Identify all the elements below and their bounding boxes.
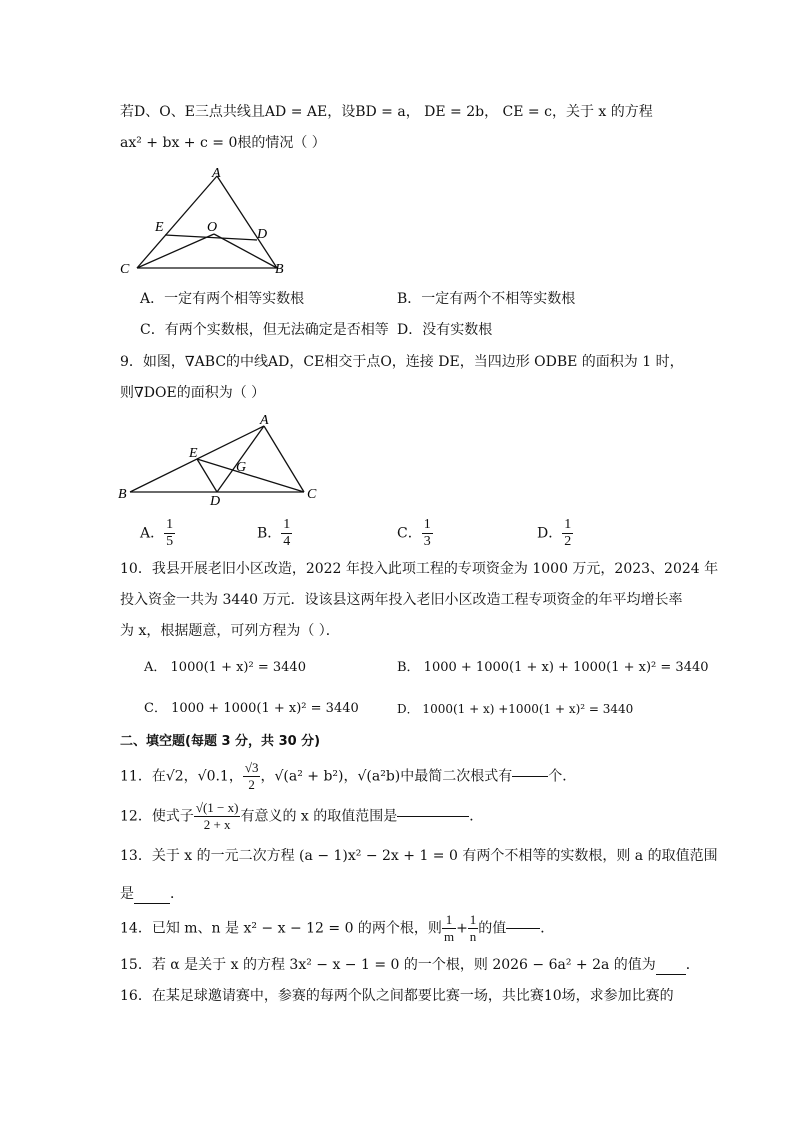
- q9-line2: 则∇DOE的面积为（ ）: [120, 385, 266, 401]
- q13-line1: 13．关于 x 的一元二次方程 (a − 1)x² − 2x + 1 = 0 有两个不相等的实数根，则 a 的取值范围: [120, 848, 718, 864]
- q13-end: ．: [170, 886, 184, 902]
- q9-option-c-den: 3: [423, 534, 431, 549]
- q8-line2: ax² + bx + c = 0根的情况（ ）: [120, 135, 326, 151]
- q11-frac-num: √3: [244, 760, 259, 775]
- q9-option-d-label: D．: [537, 525, 563, 542]
- q9-label-e: E: [189, 446, 198, 461]
- q12: [120, 800, 483, 833]
- q8-option-b: B．一定有两个不相等实数根: [397, 291, 576, 307]
- q15-blank[interactable]: [656, 958, 686, 975]
- q11: [120, 760, 576, 793]
- q8-label-b: B: [275, 262, 284, 277]
- q14-post: 的值: [478, 920, 507, 937]
- q10-line2: 投入资金一共为 3440 万元．设该县这两年投入老旧小区改造工程专项资金的年平均增长率: [120, 592, 683, 608]
- q15-end: ．: [685, 957, 700, 973]
- q14-end: ．: [540, 920, 555, 937]
- q9-option-b-den: 4: [283, 534, 291, 549]
- q14-frac2-den: n: [469, 929, 477, 944]
- q13-line2: [120, 884, 184, 904]
- q12-end: ．: [469, 808, 484, 825]
- q14-pre: 14．已知 m、n 是 x² − x − 12 = 0 的两个根，则: [120, 920, 442, 937]
- q8-option-a: A．一定有两个相等实数根: [140, 291, 305, 307]
- q14-blank[interactable]: [506, 928, 540, 929]
- q10-option-b: B． 1000 + 1000(1 + x) + 1000(1 + x)² = 3440: [397, 660, 709, 675]
- q14-frac2-num: 1: [469, 912, 477, 927]
- q13-blank[interactable]: [134, 887, 170, 904]
- q8-option-d: D．没有实数根: [397, 322, 493, 338]
- q8-figure: [112, 160, 302, 280]
- q15-pre: 15．若 α 是关于 x 的方程 3x² − x − 1 = 0 的一个根，则 2026 − 6a² + 2a 的值为: [120, 957, 656, 973]
- q12-post: 有意义的 x 的取值范围是: [240, 808, 398, 825]
- q8-label-a: A: [212, 166, 221, 181]
- q10-option-d: D． 1000(1 + x) +1000(1 + x)² = 3440: [397, 702, 634, 716]
- q11-end: 个．: [548, 768, 577, 785]
- q8-label-d: D: [257, 227, 268, 242]
- q9-figure: [112, 408, 332, 508]
- q9-option-a-label: A．: [140, 525, 165, 542]
- q9-option-a: [140, 517, 175, 550]
- q12-frac-den: 2 + x: [203, 817, 231, 832]
- q16-line1: 16．在某足球邀请赛中，参赛的每两个队之间都要比赛一场，共比赛10场，求参加比赛的: [120, 988, 674, 1004]
- q12-frac-num: √(1 − x): [195, 800, 239, 815]
- q9-option-c-label: C．: [397, 525, 422, 542]
- q11-pre: 11．在√2，√0.1，: [120, 768, 243, 785]
- q9-label-b: B: [118, 487, 127, 502]
- q10-option-c: C． 1000 + 1000(1 + x)² = 3440: [144, 701, 359, 716]
- q9-option-b-num: 1: [283, 517, 291, 532]
- q10-option-a: A． 1000(1 + x)² = 3440: [144, 660, 306, 675]
- section-fill-in-title: 二、填空题(每题 3 分，共 30 分): [120, 734, 321, 749]
- q9-line1: 9．如图，∇ABC的中线AD，CE相交于点O，连接 DE，当四边形 ODBE 的面积为 1 时，: [120, 354, 684, 370]
- q8-line1: 若D、O、E三点共线且AD = AE，设BD = a， DE = 2b， CE = c，关于 x 的方程: [120, 104, 653, 120]
- q9-label-c: C: [307, 487, 317, 502]
- q12-blank[interactable]: [397, 816, 469, 817]
- q8-option-c: C．有两个实数根，但无法确定是否相等: [140, 322, 389, 338]
- q15: [120, 955, 700, 975]
- q14: [120, 912, 554, 945]
- q14-plus: +: [456, 920, 468, 937]
- q11-blank[interactable]: [512, 776, 548, 777]
- q9-option-b-label: B．: [257, 525, 282, 542]
- q9-option-d: [537, 517, 573, 550]
- q9-option-d-num: 1: [564, 517, 572, 532]
- q9-option-a-den: 5: [166, 534, 174, 549]
- q9-option-c-num: 1: [423, 517, 431, 532]
- q10-line1: 10．我县开展老旧小区改造，2022 年投入此项工程的专项资金为 1000 万元，2023、2024 年: [120, 561, 719, 577]
- q11-frac-den: 2: [248, 777, 255, 792]
- q9-option-c: [397, 517, 433, 550]
- q8-label-c: C: [120, 262, 130, 277]
- q11-post: ，√(a² + b²)，√(a²b)中最简二次根式有: [260, 768, 513, 785]
- q8-label-o: O: [207, 220, 218, 235]
- q10-line3: 为 x，根据题意，可列方程为（ ）．: [120, 623, 340, 639]
- q9-label-d: D: [210, 494, 221, 508]
- q9-option-d-den: 2: [564, 534, 572, 549]
- q9-option-b: [257, 517, 292, 550]
- q12-pre: 12．使式子: [120, 808, 194, 825]
- q9-option-a-num: 1: [166, 517, 174, 532]
- q14-frac1-den: m: [443, 929, 455, 944]
- q13-line2-text: 是: [120, 886, 134, 902]
- q9-label-a: A: [260, 413, 269, 428]
- q14-frac1-num: 1: [442, 912, 456, 929]
- q9-label-g: G: [236, 460, 247, 475]
- q8-label-e: E: [155, 220, 164, 235]
